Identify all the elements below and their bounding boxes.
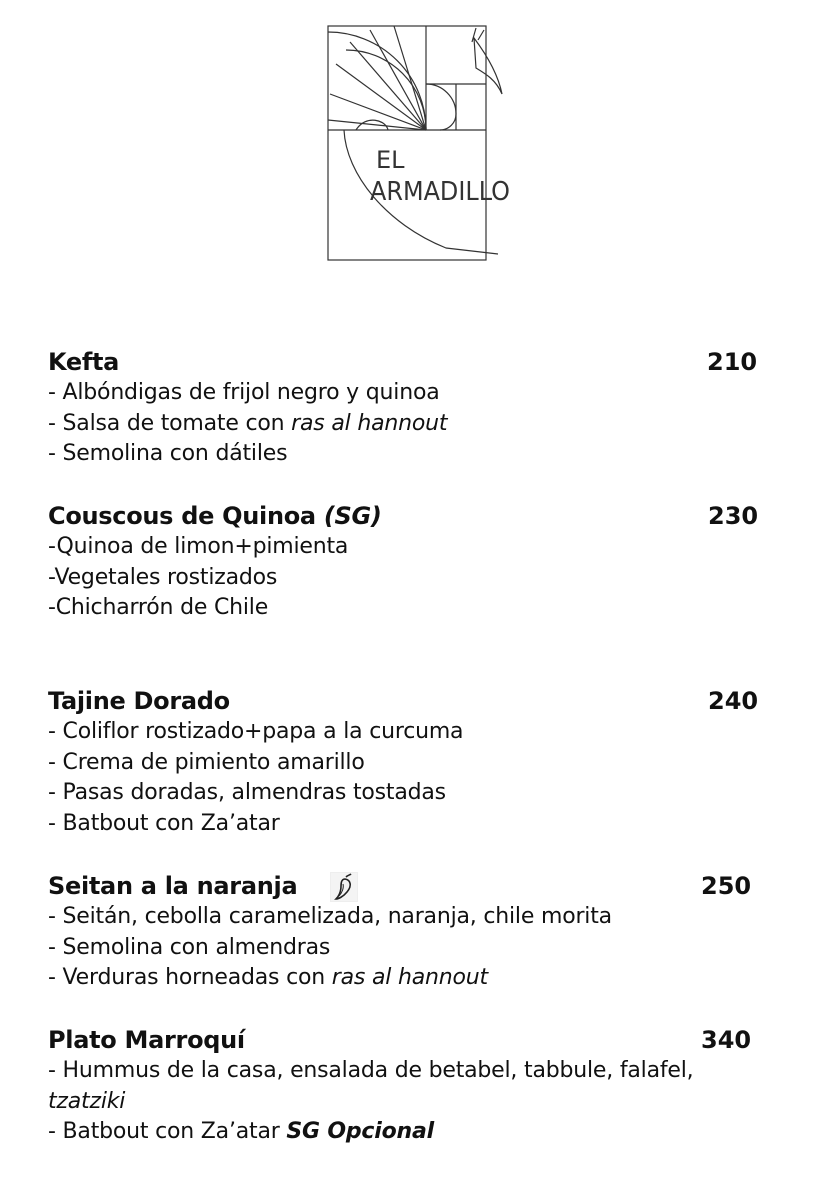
armadillo-illustration xyxy=(326,24,516,264)
dish-plato-marroqui xyxy=(48,1025,768,1148)
gluten-free-tag: (SG) xyxy=(323,502,382,530)
dish-price: 240 xyxy=(708,687,759,715)
dish-description-line: - Pasas doradas, almendras tostadas xyxy=(48,780,446,805)
dish-description-line: - Albóndigas de frijol negro y quinoa xyxy=(48,380,440,405)
logo-line-2: ARMADILLO xyxy=(370,177,510,207)
dish-description-line: - Verduras horneadas con ras al hannout xyxy=(48,965,488,990)
chili-pepper-icon xyxy=(330,872,358,902)
dish-description-line: - Seitán, cebolla caramelizada, naranja, chile morita xyxy=(48,904,612,929)
dish-description-line: - Batbout con Za’atar xyxy=(48,810,280,836)
dish-seitan-a-la-naranja xyxy=(48,871,768,994)
dish-name: Tajine Dorado xyxy=(48,687,230,715)
dish-description-line: -Chicharrón de Chile xyxy=(48,595,269,620)
dish-description-line: - Salsa de tomate con ras al hannout xyxy=(48,410,448,436)
dish-description-line: -Quinoa de limon+pimienta xyxy=(48,534,349,559)
el-armadillo-logo xyxy=(326,24,516,264)
dish-price: 230 xyxy=(708,502,759,530)
dish-description-line: - Semolina con almendras xyxy=(48,934,331,960)
dish-price: 340 xyxy=(701,1026,752,1054)
dish-kefta xyxy=(48,347,768,470)
dish-name: Couscous de Quinoa (SG) xyxy=(48,502,382,530)
dish-description-line: - Hummus de la casa, ensalada de betabel, tabbule, falafel, xyxy=(48,1058,694,1083)
dish-couscous-de-quinoa xyxy=(48,501,768,624)
dish-description-line: tzatziki xyxy=(48,1088,126,1114)
dish-description-line: - Crema de pimiento amarillo xyxy=(48,749,365,775)
sg-optional-note: SG Opcional xyxy=(286,1119,434,1144)
logo-line-1: EL xyxy=(376,146,405,174)
dish-price: 250 xyxy=(701,872,752,900)
dish-description-line: - Batbout con Za’atar SG Opcional xyxy=(48,1119,434,1144)
dish-description-line: - Coliflor rostizado+papa a la curcuma xyxy=(48,719,464,744)
dish-price: 210 xyxy=(707,348,758,376)
dish-name: Kefta xyxy=(48,348,120,376)
dish-description-line: -Vegetales rostizados xyxy=(48,564,278,590)
dish-tajine-dorado xyxy=(48,686,768,839)
dish-description-line: - Semolina con dátiles xyxy=(48,441,288,466)
dish-name: Plato Marroquí xyxy=(48,1026,245,1054)
dish-name: Seitan a la naranja xyxy=(48,872,298,900)
